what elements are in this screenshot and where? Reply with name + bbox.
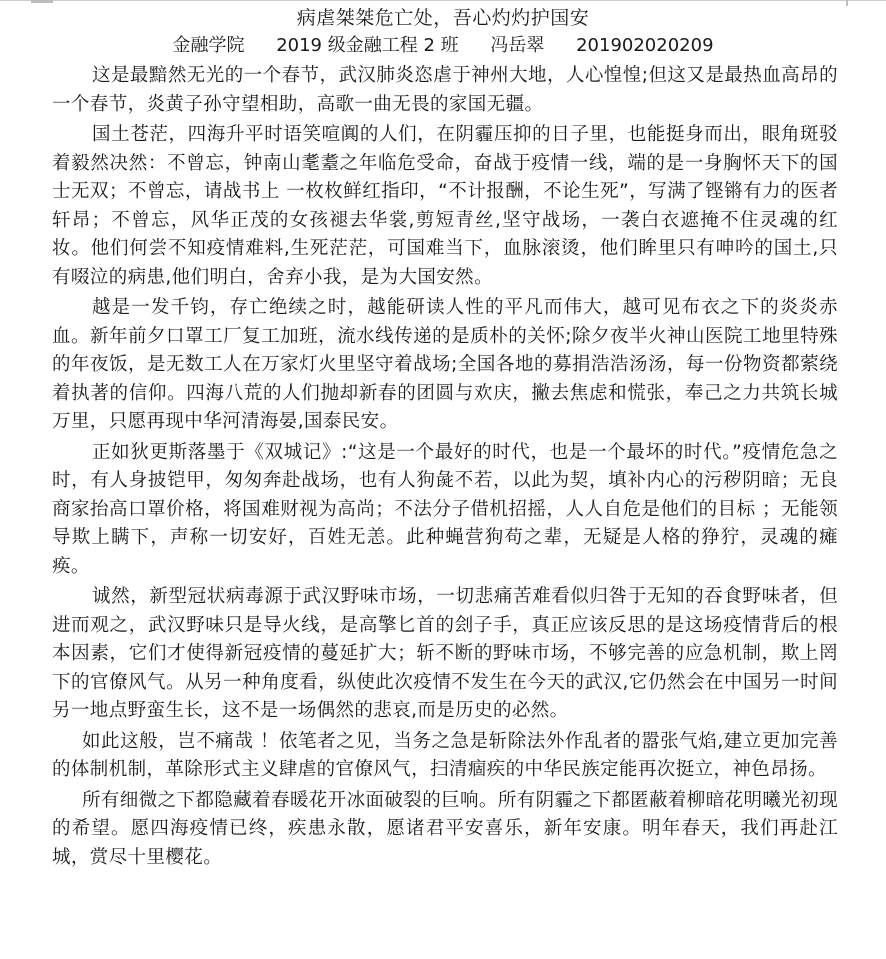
essay-title: 病虐桀桀危亡处，吾心灼灼护国安 [296,7,590,29]
school-name: 金融学院 [172,35,245,56]
paragraph-2: 国土苍茫，四海升平时语笑喧阗的人们，在阴霾压抑的日子里，也能挺身而出，眼角斑驳着毅然决然：不曾忘，钟南山耄耋之年临危受命，奋战于疫情一线，端的是一身胸怀天下的国士无双；不曾忘，请战书上 一枚枚鲜红指印，“不计报酬，不论生死”，写满了铿锵有力的医者轩昂；不曾忘，风华正茂的女孩褪去华裳,剪短青丝,坚守战场，一袭白衣遮掩不住灵魂的红妆。他们何尝不知疫情难料,生死茫茫，可国难当下，血脉滚烫，他们眸里只有呻吟的国土,只有啜泣的病患,他们明白，舍弃小我，是为大国安然。 [52,124,838,288]
paragraph-3: 越是一发千钧，存亡绝续之时，越能研读人性的平凡而伟大，越可见布衣之下的炎炎赤血。新年前夕口罩工厂复工加班，流水线传递的是质朴的关怀;除夕夜半火神山医院工地里特殊的年夜饭，是无数工人在万家灯火里坚守着战场;全国各地的募捐浩浩汤汤，每一份物资都萦绕着执著的信仰。四海八荒的人们抛却新春的团圆与欢庆，撇去焦虑和慌张，奉己之力共筑长城万里，只愿再现中华河清海晏,国泰民安。 [52,297,838,432]
paragraph-6: 如此这般，岂不痛哉 ！依笔者之见，当务之急是斩除法外作乱者的嚣张气焰,建立更加完善的体制机制，革除形式主义肆虐的官僚风气，扫清痼疾的中华民族定能再次挺立，神色昂扬。 [52,730,838,780]
author-name: 冯岳翠 [490,35,545,56]
paragraph-4: 正如狄更斯落墨于《双城记》:“这是一个最好的时代，也是一个最坏的时代。”疫情危急之时，有人身披铠甲，匆匆奔赴战场，也有人狗彘不若，以此为契，填补内心的污秽阴暗；无良商家抬高口罩价格，将国难财视为高尚；不法分子借机招摇，人人自危是他们的目标 ；无能领导欺上瞒下，声称一切安好，百姓无恙。此种蝇营狗苟之辈，无疑是人格的狰狞，灵魂的瘫痪。 [52,441,838,577]
paragraph-1: 这是最黯然无光的一个春节，武汉肺炎恣虐于神州大地，人心惶惶;但这又是最热血高昂的一个春节，炎黄子孙守望相助，高歌一曲无畏的家国无疆。 [52,65,838,115]
paragraph-7: 所有细微之下都隐藏着春暖花开冰面破裂的巨响。所有阴霾之下都匿蔽着柳暗花明曦光初现的希望。愿四海疫情已终，疾患永散，愿诸君平安喜乐，新年安康。明年春天，我们再赴江城，赏尽十里樱花。 [52,789,839,868]
student-id: 201902020209 [576,35,714,56]
page-corner-mark-left [31,0,53,3]
author-line [0,34,886,58]
paragraph-5: 诚然，新型冠状病毒源于武汉野味市场，一切悲痛苦难看似归咎于无知的吞食野味者，但进而观之，武汉野味只是导火线，是高擎匕首的刽子手，真正应该反思的是这场疫情背后的根本因素，它们才使得新冠疫情的蔓延扩大；斩不断的野味市场，不够完善的应急机制，欺上罔下的官僚风气。从另一种角度看，纵使此次疫情不发生在今天的武汉,它仍然会在中国另一时间另一地点野蛮生长，这不是一场偶然的悲哀,而是历史的必然。 [52,586,838,721]
class-name: 2019 级金融工程 2 班 [276,35,459,56]
essay-body [52,62,838,872]
